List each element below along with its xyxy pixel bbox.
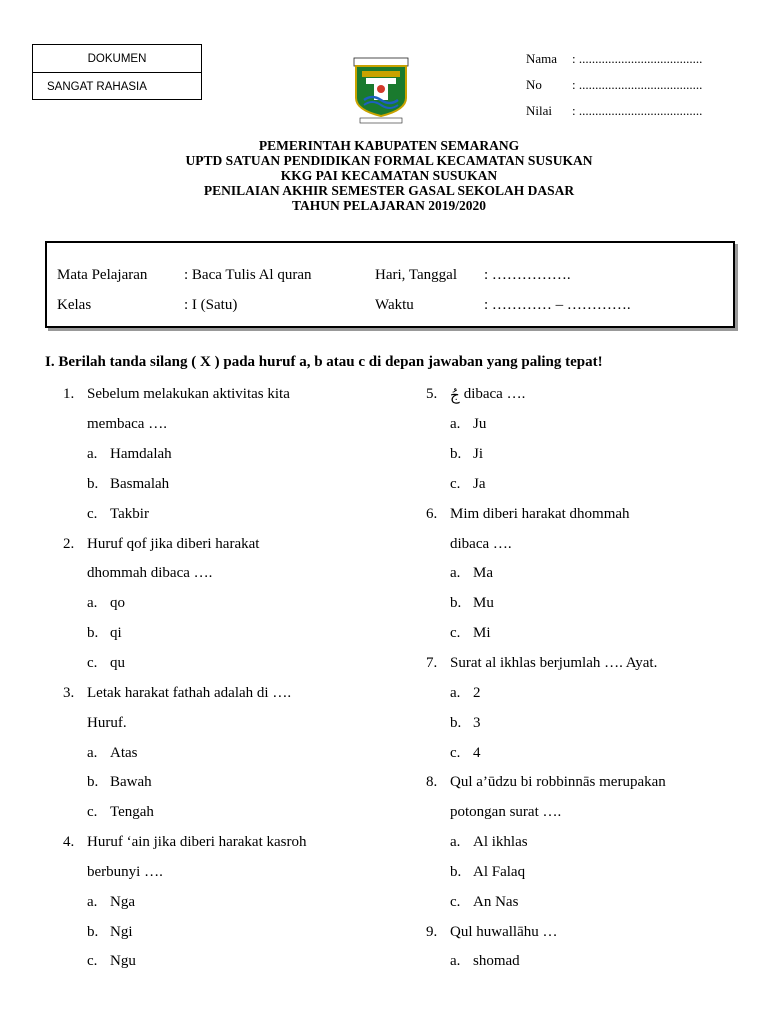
option-letter: b. <box>450 446 462 463</box>
question-number: 7. <box>426 655 438 672</box>
option-letter: a. <box>87 446 98 463</box>
option-letter: b. <box>450 714 462 731</box>
question-text: dhommah dibaca …. <box>87 565 213 582</box>
answer-option[interactable] <box>63 917 393 947</box>
field-blank: : ...................................... <box>572 103 703 118</box>
option-text: Nga <box>110 893 135 910</box>
answer-option[interactable] <box>426 559 756 589</box>
question-item <box>426 917 756 947</box>
question-number: 2. <box>63 535 75 552</box>
subject-label: Mata Pelajaran <box>57 266 148 283</box>
questions-right-column <box>426 380 756 977</box>
regency-emblem-logo <box>350 56 412 126</box>
section-instruction: I. Berilah tanda silang ( X ) pada huruf a, b atau c di depan jawaban yang paling tepat! <box>45 354 603 370</box>
answer-option[interactable] <box>426 887 756 917</box>
option-text: An Nas <box>473 893 519 910</box>
option-text: Takbir <box>110 505 149 522</box>
question-text: Sebelum melakukan aktivitas kita <box>87 386 290 403</box>
question-text: dibaca …. <box>450 535 512 552</box>
question-number: 3. <box>63 684 75 701</box>
option-letter: a. <box>450 834 461 851</box>
answer-option[interactable] <box>426 619 756 649</box>
option-letter: c. <box>87 505 98 522</box>
option-letter: b. <box>87 625 99 642</box>
field-blank: : ...................................... <box>572 77 703 92</box>
option-text: 2 <box>473 684 481 701</box>
heading-line: TAHUN PELAJARAN 2019/2020 <box>291 198 486 213</box>
question-item <box>63 678 393 708</box>
document-heading <box>0 138 768 213</box>
option-text: Ngu <box>110 953 136 970</box>
question-item <box>63 529 393 559</box>
answer-option[interactable] <box>63 947 393 977</box>
classification-value: SANGAT RAHASIA <box>47 80 147 93</box>
date-label: Hari, Tanggal <box>375 266 457 283</box>
option-text: Ngi <box>110 923 133 940</box>
answer-option[interactable] <box>63 649 393 679</box>
option-letter: a. <box>87 595 98 612</box>
question-text: potongan surat …. <box>450 804 562 821</box>
option-letter: c. <box>450 625 461 642</box>
option-letter: c. <box>87 804 98 821</box>
field-no[interactable] <box>526 72 702 98</box>
answer-option[interactable] <box>63 440 393 470</box>
question-text: Huruf qof jika diberi harakat <box>87 535 260 552</box>
answer-option[interactable] <box>426 828 756 858</box>
questions-left-column <box>63 380 393 977</box>
question-item <box>426 499 756 529</box>
question-text: Surat al ikhlas berjumlah …. Ayat. <box>450 655 658 672</box>
option-text: Basmalah <box>110 475 170 492</box>
question-number: 8. <box>426 774 438 791</box>
answer-option[interactable] <box>63 768 393 798</box>
question-item <box>63 828 393 858</box>
class-label: Kelas <box>57 296 92 313</box>
answer-option[interactable] <box>426 947 756 977</box>
arabic-letter: جُ <box>450 385 460 404</box>
classification-label: DOKUMEN <box>33 45 201 73</box>
option-letter: b. <box>87 475 99 492</box>
field-blank: : ...................................... <box>572 51 703 66</box>
question-item <box>426 649 756 679</box>
option-letter: a. <box>87 893 98 910</box>
option-text: qi <box>110 625 122 642</box>
option-text: Ji <box>473 446 484 463</box>
option-letter: a. <box>450 416 461 433</box>
option-letter: b. <box>87 774 99 791</box>
option-text: qo <box>110 595 125 612</box>
question-text: berbunyi …. <box>87 863 163 880</box>
option-text: Al Falaq <box>473 863 526 880</box>
option-letter: a. <box>450 565 461 582</box>
question-item <box>63 380 393 410</box>
time-value: : ………… – …………. <box>484 296 631 313</box>
option-text: Al ikhlas <box>473 834 528 851</box>
answer-option[interactable] <box>63 619 393 649</box>
answer-option[interactable] <box>426 440 756 470</box>
question-text: Huruf ‘ain jika diberi harakat kasroh <box>87 834 307 851</box>
answer-option[interactable] <box>426 678 756 708</box>
exam-info-box <box>45 241 735 328</box>
option-letter: a. <box>450 684 461 701</box>
option-text: Bawah <box>110 774 152 791</box>
question-number: 9. <box>426 923 438 940</box>
option-text: 4 <box>473 744 481 761</box>
question-text: membaca …. <box>87 416 167 433</box>
question-text: Mim diberi harakat dhommah <box>450 505 630 522</box>
question-number: 6. <box>426 505 438 522</box>
student-identification <box>526 46 702 124</box>
option-letter: a. <box>87 744 98 761</box>
option-text: Atas <box>110 744 138 761</box>
answer-option[interactable] <box>63 470 393 500</box>
answer-option[interactable] <box>63 887 393 917</box>
question-text: dibaca …. <box>463 386 526 403</box>
class-value: : I (Satu) <box>184 296 238 313</box>
option-letter: c. <box>87 953 98 970</box>
option-text: Tengah <box>110 804 154 821</box>
option-text: qu <box>110 655 125 672</box>
answer-option[interactable] <box>63 798 393 828</box>
info-row-class <box>57 295 631 315</box>
option-text: shomad <box>473 953 520 970</box>
document-classification-box <box>32 44 202 100</box>
option-letter: b. <box>450 595 462 612</box>
field-label: Nilai <box>526 103 552 118</box>
answer-option[interactable] <box>426 738 756 768</box>
option-letter: b. <box>450 863 462 880</box>
question-item <box>426 768 756 798</box>
question-text: Huruf. <box>87 714 127 731</box>
time-label: Waktu <box>375 296 414 313</box>
option-text: Mi <box>473 625 491 642</box>
option-letter: c. <box>450 893 461 910</box>
heading-line: UPTD SATUAN PENDIDIKAN FORMAL KECAMATAN SUSUKAN <box>185 153 593 168</box>
question-text: Qul huwallāhu … <box>450 923 558 940</box>
question-number: 5. <box>426 386 438 403</box>
date-value: : ……………. <box>484 266 571 283</box>
option-text: Ju <box>473 416 487 433</box>
option-letter: b. <box>87 923 99 940</box>
question-item <box>426 380 756 410</box>
answer-option[interactable] <box>63 738 393 768</box>
answer-option[interactable] <box>426 470 756 500</box>
option-letter: c. <box>87 655 98 672</box>
option-text: Hamdalah <box>110 446 172 463</box>
heading-line: KKG PAI KECAMATAN SUSUKAN <box>280 168 498 183</box>
option-text: 3 <box>473 714 481 731</box>
info-row-subject <box>57 265 571 285</box>
subject-value: : Baca Tulis Al quran <box>184 266 312 283</box>
option-text: Ma <box>473 565 493 582</box>
answer-option[interactable] <box>426 410 756 440</box>
heading-line: PENILAIAN AKHIR SEMESTER GASAL SEKOLAH DASAR <box>203 183 575 198</box>
question-text: Letak harakat fathah adalah di …. <box>87 684 292 701</box>
field-label: Nama <box>526 51 558 66</box>
option-text: Mu <box>473 595 494 612</box>
answer-option[interactable] <box>63 589 393 619</box>
option-text: Ja <box>473 475 486 492</box>
field-label: No <box>526 77 542 92</box>
option-letter: a. <box>450 953 461 970</box>
option-letter: c. <box>450 744 461 761</box>
question-number: 4. <box>63 834 75 851</box>
field-nilai[interactable] <box>526 98 702 124</box>
field-nama[interactable] <box>526 46 702 72</box>
heading-line: PEMERINTAH KABUPATEN SEMARANG <box>258 138 520 153</box>
question-text: Qul a’ūdzu bi robbinnās merupakan <box>450 774 666 791</box>
answer-option[interactable] <box>426 708 756 738</box>
question-number: 1. <box>63 386 75 403</box>
option-letter: c. <box>450 475 461 492</box>
answer-option[interactable] <box>426 589 756 619</box>
answer-option[interactable] <box>426 858 756 888</box>
answer-option[interactable] <box>63 499 393 529</box>
